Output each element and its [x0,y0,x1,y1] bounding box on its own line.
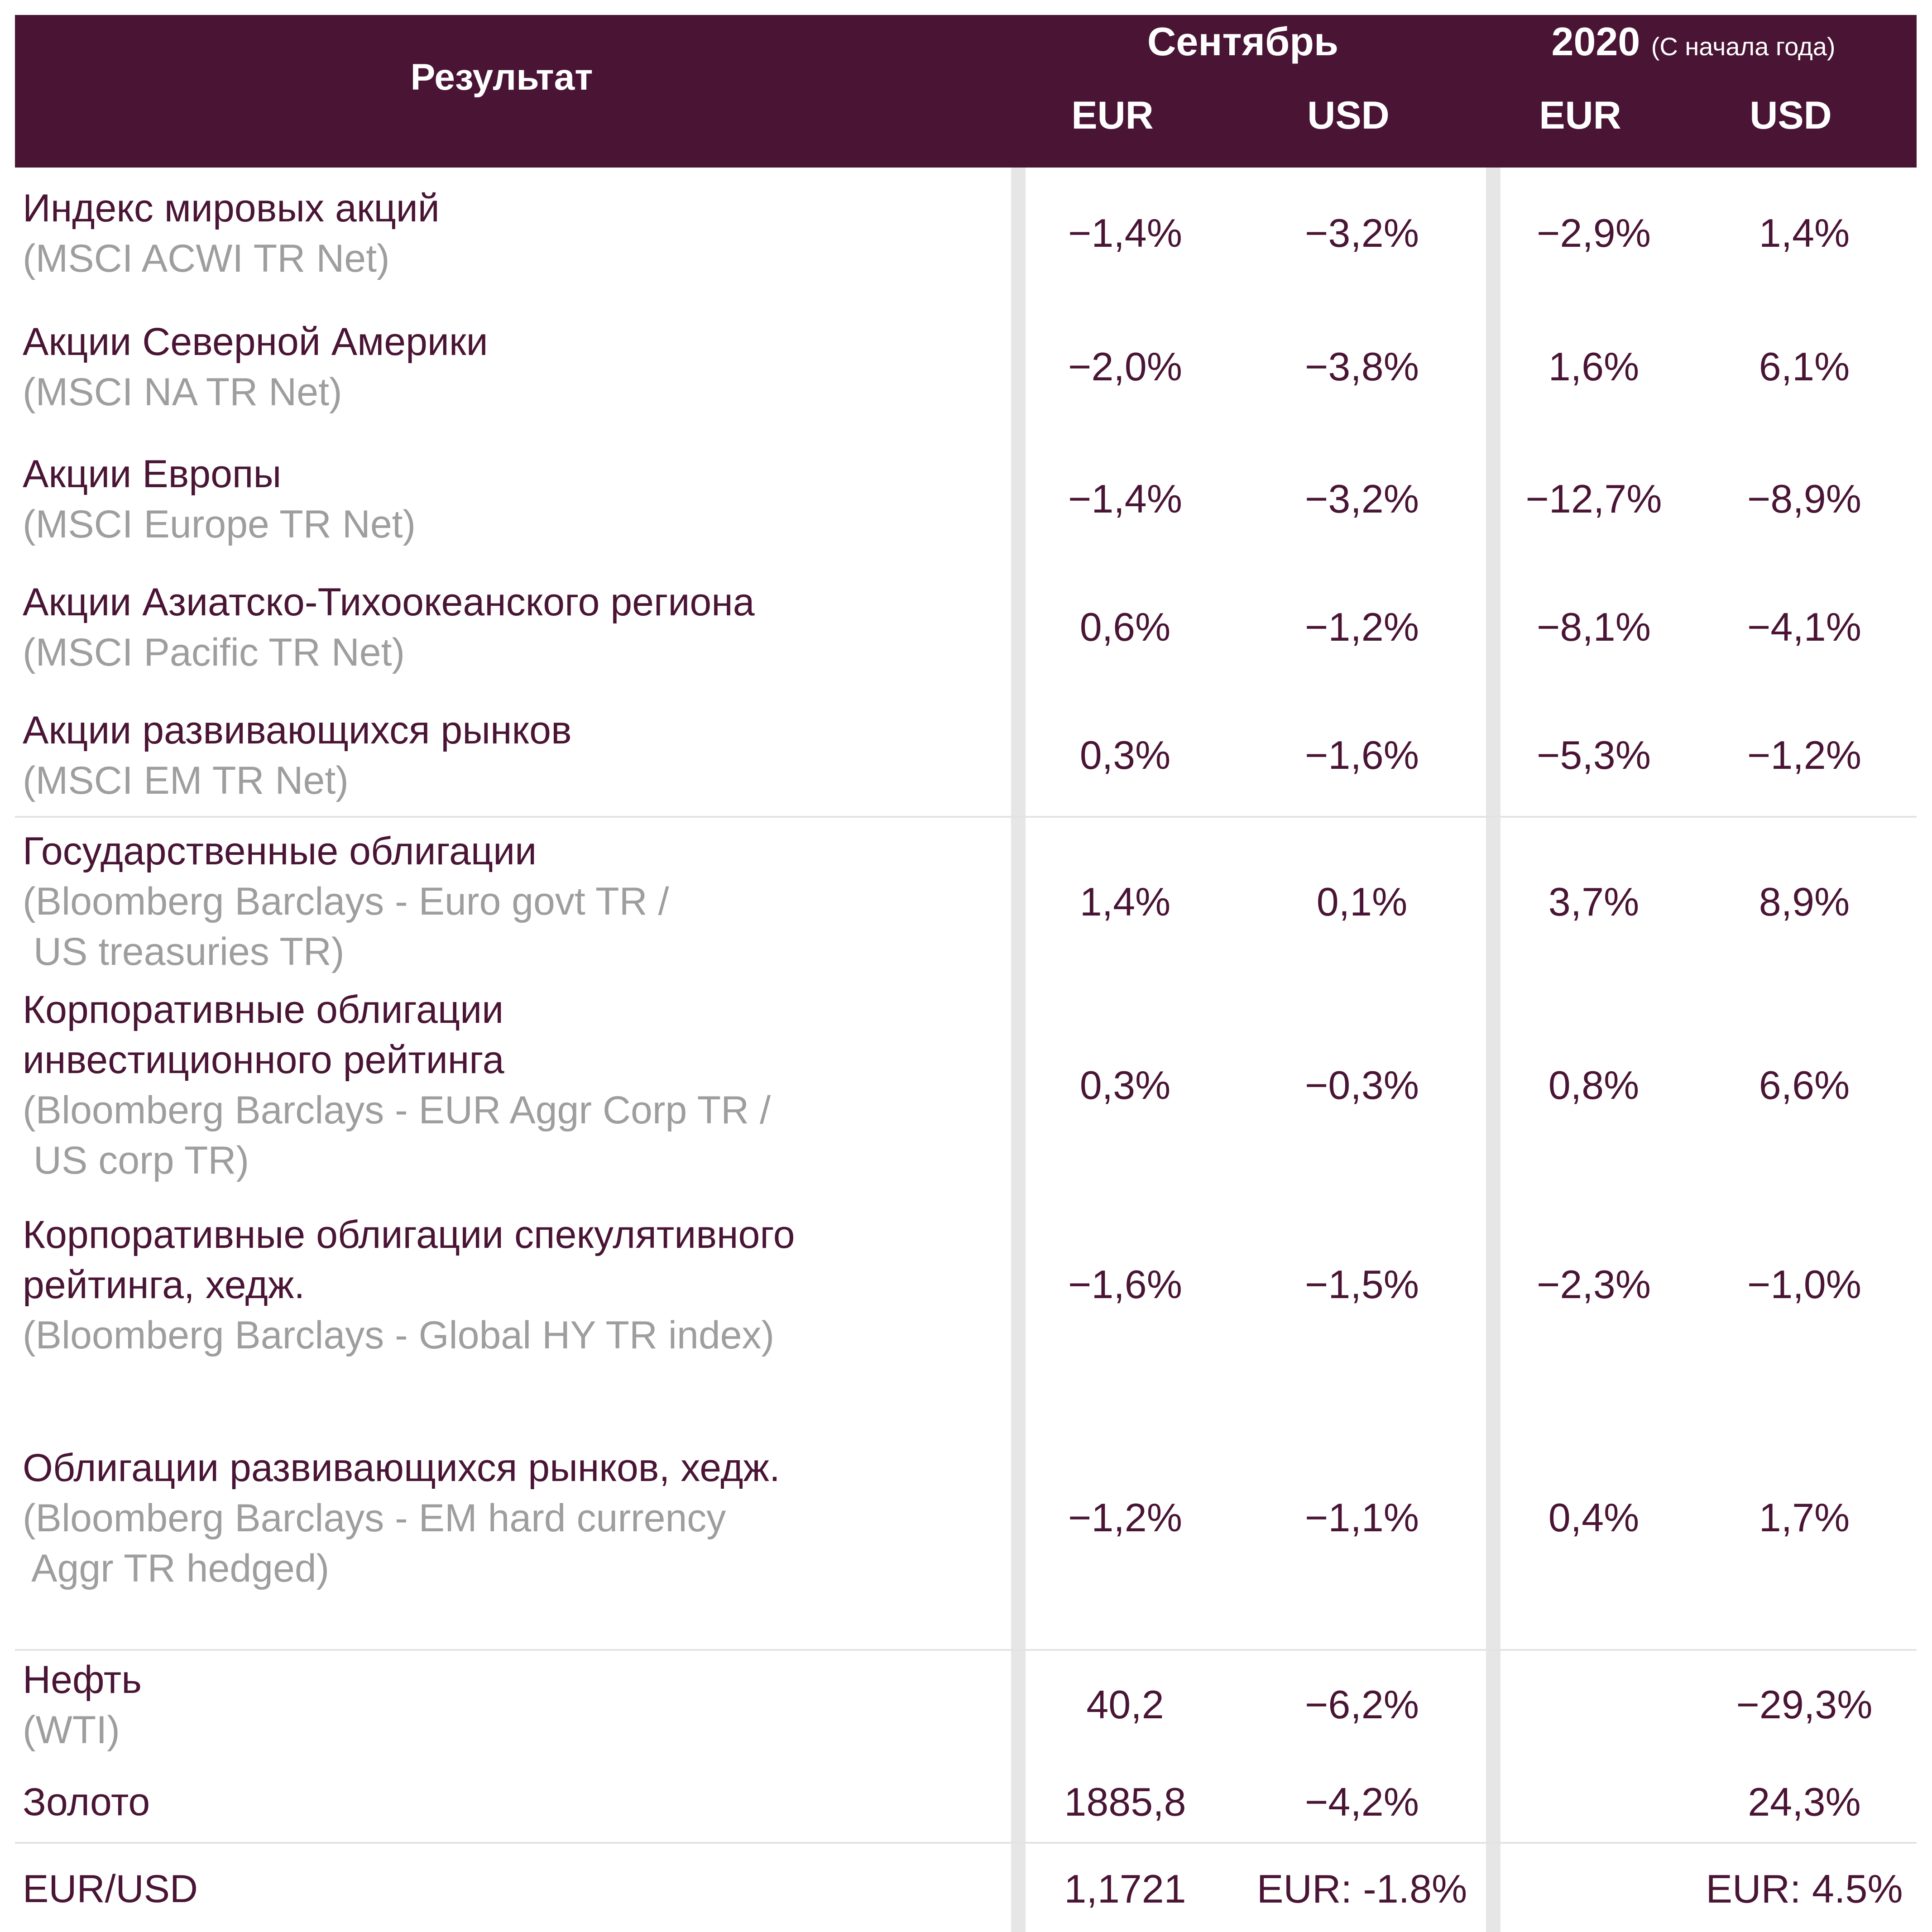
table-cell: 0,1% [1316,879,1408,924]
column-divider [1486,168,1501,1932]
table-cell: −1,4% [1068,211,1182,255]
table-cell: −29,3% [1736,1682,1873,1727]
table-cell: −1,2% [1068,1495,1182,1540]
row-label [23,1443,780,1594]
header-col-ytd-usd: USD [1750,94,1832,137]
table-cell: −0,3% [1305,1063,1419,1107]
row-group-divider [15,816,1917,818]
header-september-label: Сентябрь [1147,19,1339,64]
table-cell: 24,3% [1748,1779,1861,1824]
table-cell: −2,3% [1537,1262,1651,1307]
row-title: Облигации развивающихся рынков, хедж. [23,1446,780,1490]
table-cell: −2,9% [1537,211,1651,255]
row-label [23,1777,150,1827]
table-cell: 1885,8 [1064,1779,1186,1824]
row-label [23,705,572,806]
row-index-source: (MSCI Europe TR Net) [23,503,416,546]
row-title: Золото [23,1780,150,1824]
table-cell: 0,6% [1079,604,1171,649]
row-title: Корпоративные облигации спекулятивного рейтинга, хедж. [23,1213,795,1307]
row-group-divider [15,1649,1917,1651]
table-cell: −3,2% [1305,476,1419,521]
header-year-group [1551,19,1836,64]
row-index-source: (MSCI Pacific TR Net) [23,631,405,674]
row-title: Акции Северной Америки [23,320,488,364]
row-group-divider [15,1842,1917,1844]
table-cell: −1,6% [1068,1262,1182,1307]
header-col-sep-eur: EUR [1071,94,1154,137]
row-label [23,1864,198,1914]
table-cell: −6,2% [1305,1682,1419,1727]
table-cell: 40,2 [1086,1682,1164,1727]
table-cell: −8,1% [1537,604,1651,649]
table-cell: −2,0% [1068,344,1182,389]
table-cell: −1,2% [1305,604,1419,649]
row-label [23,449,416,550]
table-cell: 1,7% [1759,1495,1850,1540]
row-index-source: (WTI) [23,1708,120,1752]
row-title: Индекс мировых акций [23,187,440,230]
table-cell: −1,4% [1068,476,1182,521]
table-cell: −5,3% [1537,733,1651,777]
header-col-ytd-eur: EUR [1539,94,1621,137]
table-cell: 3,7% [1548,879,1640,924]
row-label [23,1655,142,1755]
row-index-source: (MSCI ACWI TR Net) [23,237,390,280]
table-cell: −1,0% [1747,1262,1861,1307]
table-cell: 1,6% [1548,344,1640,389]
row-title: Нефть [23,1658,142,1702]
table-cell: 6,1% [1759,344,1850,389]
row-index-source: (Bloomberg Barclays - EUR Aggr Corp TR / US corp TR) [23,1088,771,1182]
table-cell: −1,2% [1747,733,1861,777]
table-cell: −1,5% [1305,1262,1419,1307]
table-cell: 1,1721 [1064,1866,1186,1911]
row-title: Акции развивающихся рынков [23,709,572,752]
row-label [23,985,771,1186]
row-index-source: (Bloomberg Barclays - Global HY TR index) [23,1314,775,1357]
table-cell: EUR: 4.5% [1706,1866,1903,1911]
row-title: Корпоративные облигации инвестиционного рейтинга [23,988,504,1082]
row-index-source: (Bloomberg Barclays - EM hard currency Aggr TR hedged) [23,1496,726,1590]
row-label [23,826,669,977]
header-result-label: Результат [410,57,593,98]
table-cell: 1,4% [1759,211,1850,255]
column-divider [1011,168,1026,1932]
table-cell: −3,2% [1305,211,1419,255]
table-cell: −4,2% [1305,1779,1419,1824]
table-cell: −1,6% [1305,733,1419,777]
row-title: EUR/USD [23,1867,198,1911]
row-label [23,317,488,417]
row-title: Акции Европы [23,452,282,496]
row-title: Государственные облигации [23,829,537,873]
table-cell: 0,3% [1079,1063,1171,1107]
row-index-source: (MSCI EM TR Net) [23,759,349,802]
row-label [23,183,440,284]
row-title: Акции Азиатско-Тихоокеанского региона [23,580,755,624]
table-cell: 8,9% [1759,879,1850,924]
row-label [23,1210,795,1361]
table-cell: −12,7% [1525,476,1662,521]
table-cell: 0,3% [1079,733,1171,777]
header-ytd-label: (С начала года) [1651,32,1836,61]
table-cell: −3,8% [1305,344,1419,389]
table-cell: 6,6% [1759,1063,1850,1107]
table-cell: 1,4% [1079,879,1171,924]
table-cell: −8,9% [1747,476,1861,521]
row-label [23,577,755,678]
table-cell: EUR: -1.8% [1256,1866,1467,1911]
table-cell: 0,4% [1548,1495,1640,1540]
row-index-source: (MSCI NA TR Net) [23,370,342,414]
table-cell: −4,1% [1747,604,1861,649]
header-col-sep-usd: USD [1307,94,1390,137]
header-year-label: 2020 [1551,19,1640,64]
row-index-source: (Bloomberg Barclays - Euro govt TR / US treasuries TR) [23,880,669,973]
table-cell: −1,1% [1305,1495,1419,1540]
table-cell: 0,8% [1548,1063,1640,1107]
